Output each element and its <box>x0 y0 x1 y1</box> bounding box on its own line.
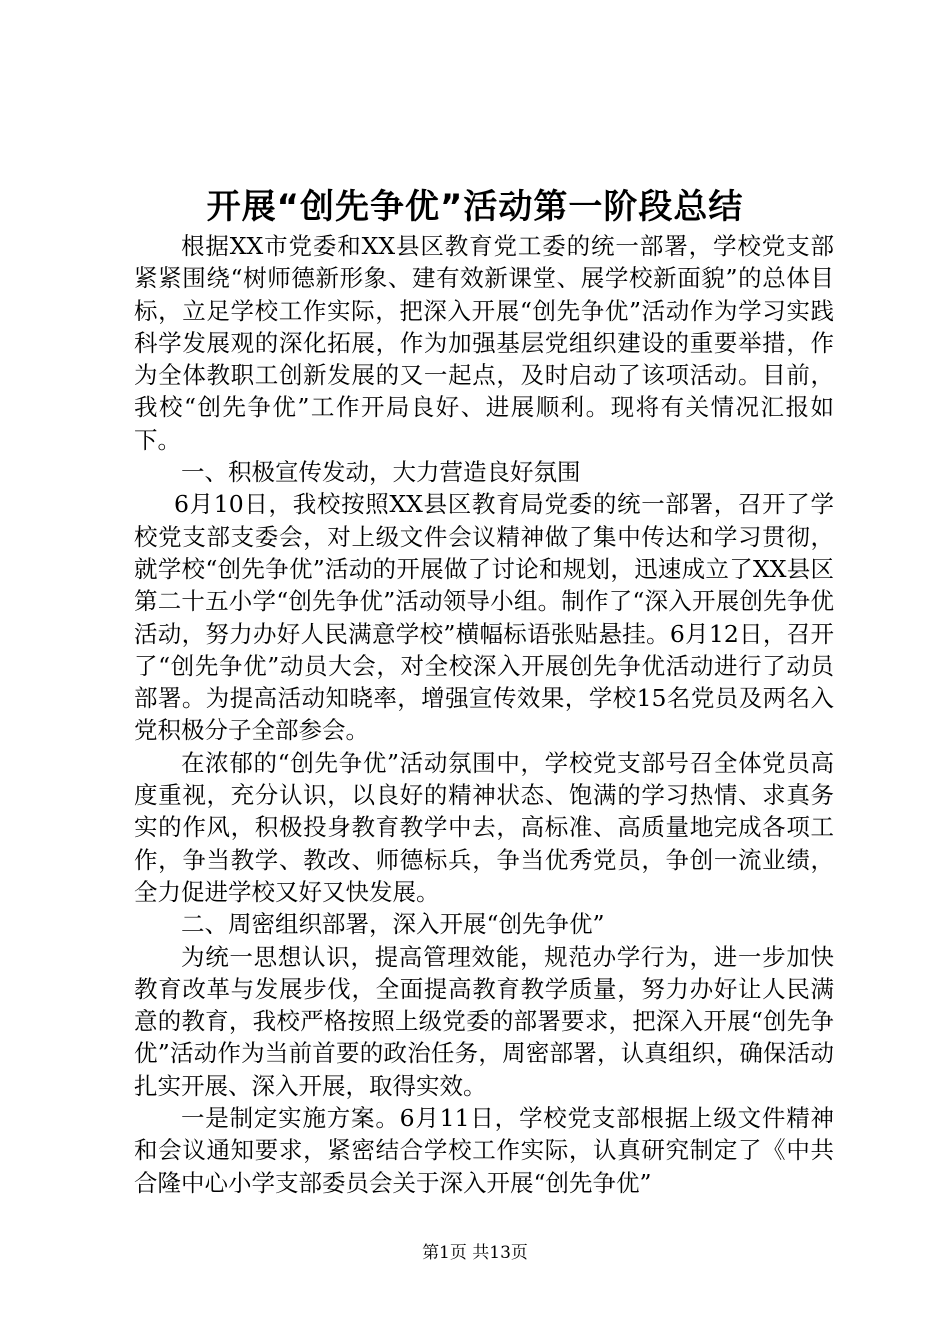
section-heading-2: 二、周密组织部署，深入开展“创先争优” <box>181 910 605 939</box>
paragraph-section2-plan: 一是制定实施方案。6月11日，学校党支部根据上级文件精神和会议通知要求，紧密结合学校工作实际，认真研究制定了《中共合隆中心小学支部委员会关于深入开展“创先争优” <box>134 1104 834 1197</box>
paragraph-section1-body: 6月10日，我校按照XX县区教育局党委的统一部署，召开了学校党支部支委会，对上级文件会议精神做了集中传达和学习贯彻，就学校“创先争优”活动的开展做了讨论和规划，迅速成立了XX县区第二十五小学“创先争优”活动领导小组。制作了“深入开展创先争优活动，努力办好人民满意学校”横幅标语张贴悬挂。6月12日，召开了“创先争优”动员大会，对全校深入开展创先争优活动进行了动员部署。为提高活动知晓率，增强宣传效果，学校15名党员及两名入党积极分子全部参会。 <box>134 490 834 745</box>
paragraph-section2-body: 为统一思想认识，提高管理效能，规范办学行为，进一步加快教育改革与发展步伐，全面提高教育教学质量，努力办好让人民满意的教育，我校严格按照上级党委的部署要求，把深入开展“创先争优”活动作为当前首要的政治任务，周密部署，认真组织，确保活动扎实开展、深入开展，取得实效。 <box>134 942 834 1100</box>
page-title: 开展“创先争优”活动第一阶段总结 <box>206 187 744 227</box>
document-body <box>134 230 834 1199</box>
paragraph-section1-atmosphere: 在浓郁的“创先争优”活动氛围中，学校党支部号召全体党员高度重视，充分认识，以良好的精神状态、饱满的学习热情、求真务实的作风，积极投身教育教学中去，高标准、高质量地完成各项工作，争当教学、教改、师德标兵，争当优秀党员，争创一流业绩，全力促进学校又好又快发展。 <box>134 748 834 906</box>
page-footer: 第1页 共13页 <box>422 1243 528 1263</box>
paragraph-intro: 根据XX市党委和XX县区教育党工委的统一部署，学校党支部紧紧围绕“树师德新形象、建有效新课堂、展学校新面貌”的总体目标，立足学校工作实际，把深入开展“创先争优”活动作为学习实践科学发展观的深化拓展，作为加强基层党组织建设的重要举措，作为全体教职工创新发展的又一起点，及时启动了该项活动。目前，我校“创先争优”工作开局良好、进展顺利。现将有关情况汇报如下。 <box>134 232 834 454</box>
section-heading-1: 一、积极宣传发动，大力营造良好氛围 <box>181 458 581 487</box>
